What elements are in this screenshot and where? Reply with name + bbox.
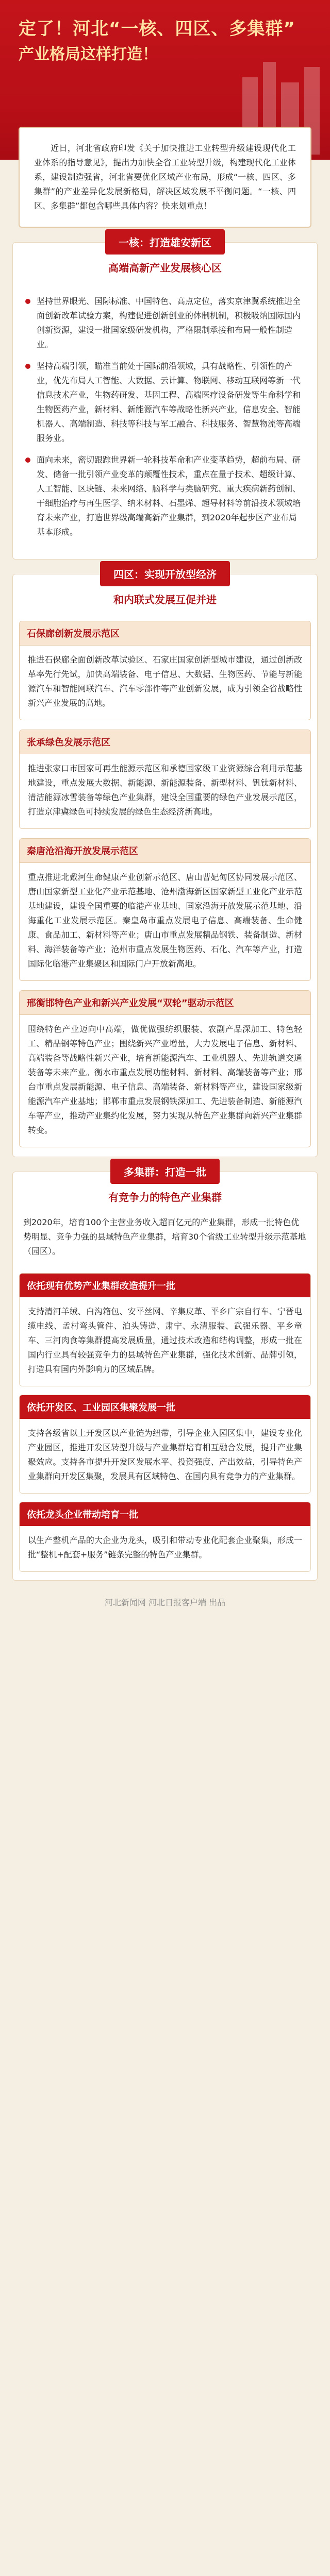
zone-block-zhangcheng xyxy=(19,730,311,829)
bullet-dot-icon xyxy=(25,457,30,463)
zone-title: 邢衡邯特色产业和新兴产业发展“双轮”驱动示范区 xyxy=(20,991,310,1015)
zone-text: 推进张家口市国家可再生能源示范区和承德国家级工业资源综合利用示范基地建设，重点发展大数据、新能源、新能源装备、新型材料、钒钛新材料、清洁能源冰雪装备等绿色产业集群，建设全国重要的绿色产业发展示范区，打造京津冀绿色可持续发展的绿色生态经济新高地。 xyxy=(28,764,302,817)
core-bullet-text-1: 坚持世界眼光、国际标准、中国特色、高点定位，落实京津冀系统推进全面创新改革试验方案，构建促进创新创业的体制机制，积极吸纳国际国内创新资源，建设一批国家级研发机构，严格限制承接和布局一般性制造业。 xyxy=(37,296,301,349)
zone-block-xinghengyan xyxy=(19,990,311,1147)
core-bullet-text-3: 面向未来，密切跟踪世界新一轮科技革命和产业变革趋势，超前布局、研发、储备一批引领产业变革的颠覆性技术，重点在量子技术、超级计算、人工智能、区块链、未来网络、脑科学与类脑研究、重大疾病新药创制、干细胞治疗与再生医学、纳米材料、石墨烯、超导材料等前沿技术领域培育未来产业，打造世界级高端高新产业集群，到2020年起步区产业布局基本形成。 xyxy=(37,455,301,537)
section-clusters-head xyxy=(23,1159,307,1204)
core-bullet-2 xyxy=(25,359,305,446)
cluster-title: 依托现有优势产业集群改造提升一批 xyxy=(20,1274,310,1297)
cluster-title: 依托龙头企业带动培育一批 xyxy=(20,1502,310,1526)
section-ribbon: 一核：打造雄安新区 xyxy=(105,229,225,255)
section-one-core xyxy=(12,236,318,560)
page-title: 定了！河北“一核、四区、多集群” xyxy=(19,19,295,39)
cluster-card-3 xyxy=(19,1502,311,1572)
clusters-lead: 到2020年，培育100个主营业务收入超百亿元的产业集群，形成一批特色优势明显、竞争力强的县域特色产业集群，培育30个省级工业转型升级示范基地（园区）。 xyxy=(23,1217,306,1256)
section-clusters xyxy=(12,1166,318,1581)
zone-text: 重点推进北戴河生命健康产业创新示范区、唐山曹妃甸区协同发展示范区、唐山国家新型工业化产业示范基地、沧州渤海新区国家新型工业化产业示范基地建设，建设全国重要的临港产业基地、国家沿海开放发展示范基地、沿海重化工业发展示范区。秦皇岛市重点发展电子信息、高端装备、生命健康、食品加工、新材料等产业；唐山市重点发展精品钢铁、装备制造、新材料、海洋装备等产业；沧州市重点发展生物医药、石化、汽车等产业，打造国际化临港产业集聚区和国际门户开放新高地。 xyxy=(28,872,302,969)
section-one-core-body xyxy=(13,280,317,559)
section-four-zones-head xyxy=(23,561,307,606)
section-title: 和内联式发展互促并进 xyxy=(113,594,217,606)
zone-text: 推进石保廊全面创新改革试验区、石家庄国家创新型城市建设，通过创新改革率先行先试，加快高端装备、电子信息、大数据、生物医药、节能与新能源汽车和智能网联汽车、汽车零部件等产业创新发展，成为引领全省战略性新兴产业发展的高地。 xyxy=(28,655,302,708)
section-ribbon: 多集群：打造一批 xyxy=(110,1159,220,1184)
zone-text: 围绕特色产业迈向中高端，做优做强纺织服装、农副产品深加工、特色轻工、精品钢等特色产业；围绕新兴产业增量，大力发展电子信息、新材料、高端装备等战略性新兴产业，培育新能源汽车、工业机器人、先进轨道交通装备等未来产业。衡水市重点发展功能材料、新材料、高端装备等产业；邢台市重点发展新能源、电子信息、高端装备、新材料等产业，建设国家级新能源汽车产业基地；邯郸市重点发展钢铁深加工、先进装备制造、新能源汽车等产业，推动产业集约化发展，努力实现从特色产业集群向新兴产业集群转变。 xyxy=(28,1024,302,1135)
footer-credit: 河北新闻网 河北日报客户端 出品 xyxy=(104,1598,226,1607)
zone-block-shibaolang xyxy=(19,621,311,720)
cluster-text: 支持清河羊绒、白沟箱包、安平丝网、辛集皮革、平乡广宗自行车、宁晋电缆电线、孟村弯头管件、泊头铸造、肃宁、永清服装、武强乐器、平乡童车、三河肉食等集群提高发展质量，通过技术改造和结构调整，形成一批在国内行业具有较强竞争力的县域特色产业集群，强化技术创新、品牌引领，打造具有国内外影响力的区域品牌。 xyxy=(20,1297,310,1386)
section-title: 高端高新产业发展核心区 xyxy=(108,262,222,274)
core-bullet-3 xyxy=(25,453,305,539)
cluster-card-1 xyxy=(19,1273,311,1386)
cluster-title: 依托开发区、工业园区集聚发展一批 xyxy=(20,1395,310,1419)
zone-title: 秦唐沧沿海开放发展示范区 xyxy=(20,839,310,863)
cluster-card-2 xyxy=(19,1395,311,1494)
bullet-dot-icon xyxy=(25,299,30,304)
cluster-text: 支持各级省以上开发区以产业链为纽带，引导企业入园区集中，建设专业化产业园区，推进开发区转型升级与产业集群培育相互融合发展，提升产业集聚效应。支持各市提升开发区发展水平、投资强度、产出效益，引导特色产业集群向开发区集聚，发展具有区域特色、在国内具有竞争力的产业集群。 xyxy=(20,1419,310,1493)
zone-title: 石保廊创新发展示范区 xyxy=(20,621,310,646)
section-title: 有竞争力的特色产业集群 xyxy=(108,1191,222,1204)
section-one-core-head xyxy=(23,229,307,275)
zone-title: 张承绿色发展示范区 xyxy=(20,730,310,754)
core-bullet-1 xyxy=(25,294,305,352)
zone-block-qintangcang xyxy=(19,838,311,981)
intro-text: 近日，河北省政府印发《关于加快推进工业转型升级建设现代化工业体系的指导意见》，提出力加快全省工业转型升级，构建现代化工业体系，建设制造强省，河北省要优化区域产业布局，形成“一核、四区、多集群”的产业差异化发展新格局，解决区域发展不平衡问题。“一核、四区、多集群”都包含哪些具体内容？快来划重点！ xyxy=(34,143,296,211)
section-ribbon: 四区：实现开放型经济 xyxy=(100,561,230,586)
core-bullet-text-2: 坚持高端引领，瞄准当前处于国际前沿领域，具有战略性、引领性的产业，优先布局人工智能、大数据、云计算、物联网、移动互联网等新一代信息技术产业，生物药研发、基因工程、高端医疗设备研发等生命科学和生物医药产业，新材料、新能源汽车等战略性新兴产业，信息安全、智能机器人、高端制造、科技等科技与军工融合、科技服务、智慧物流等高端服务业。 xyxy=(37,361,301,443)
section-four-zones xyxy=(12,568,318,1157)
page-subtitle: 产业格局这样打造！ xyxy=(19,45,158,63)
cluster-text: 以生产整机产品的大企业为龙头，吸引和带动专业化配套企业聚集，形成一批“整机+配套+服务”链条完整的特色产业集群。 xyxy=(20,1526,310,1571)
intro-card xyxy=(19,127,311,228)
bullet-dot-icon xyxy=(25,364,30,369)
